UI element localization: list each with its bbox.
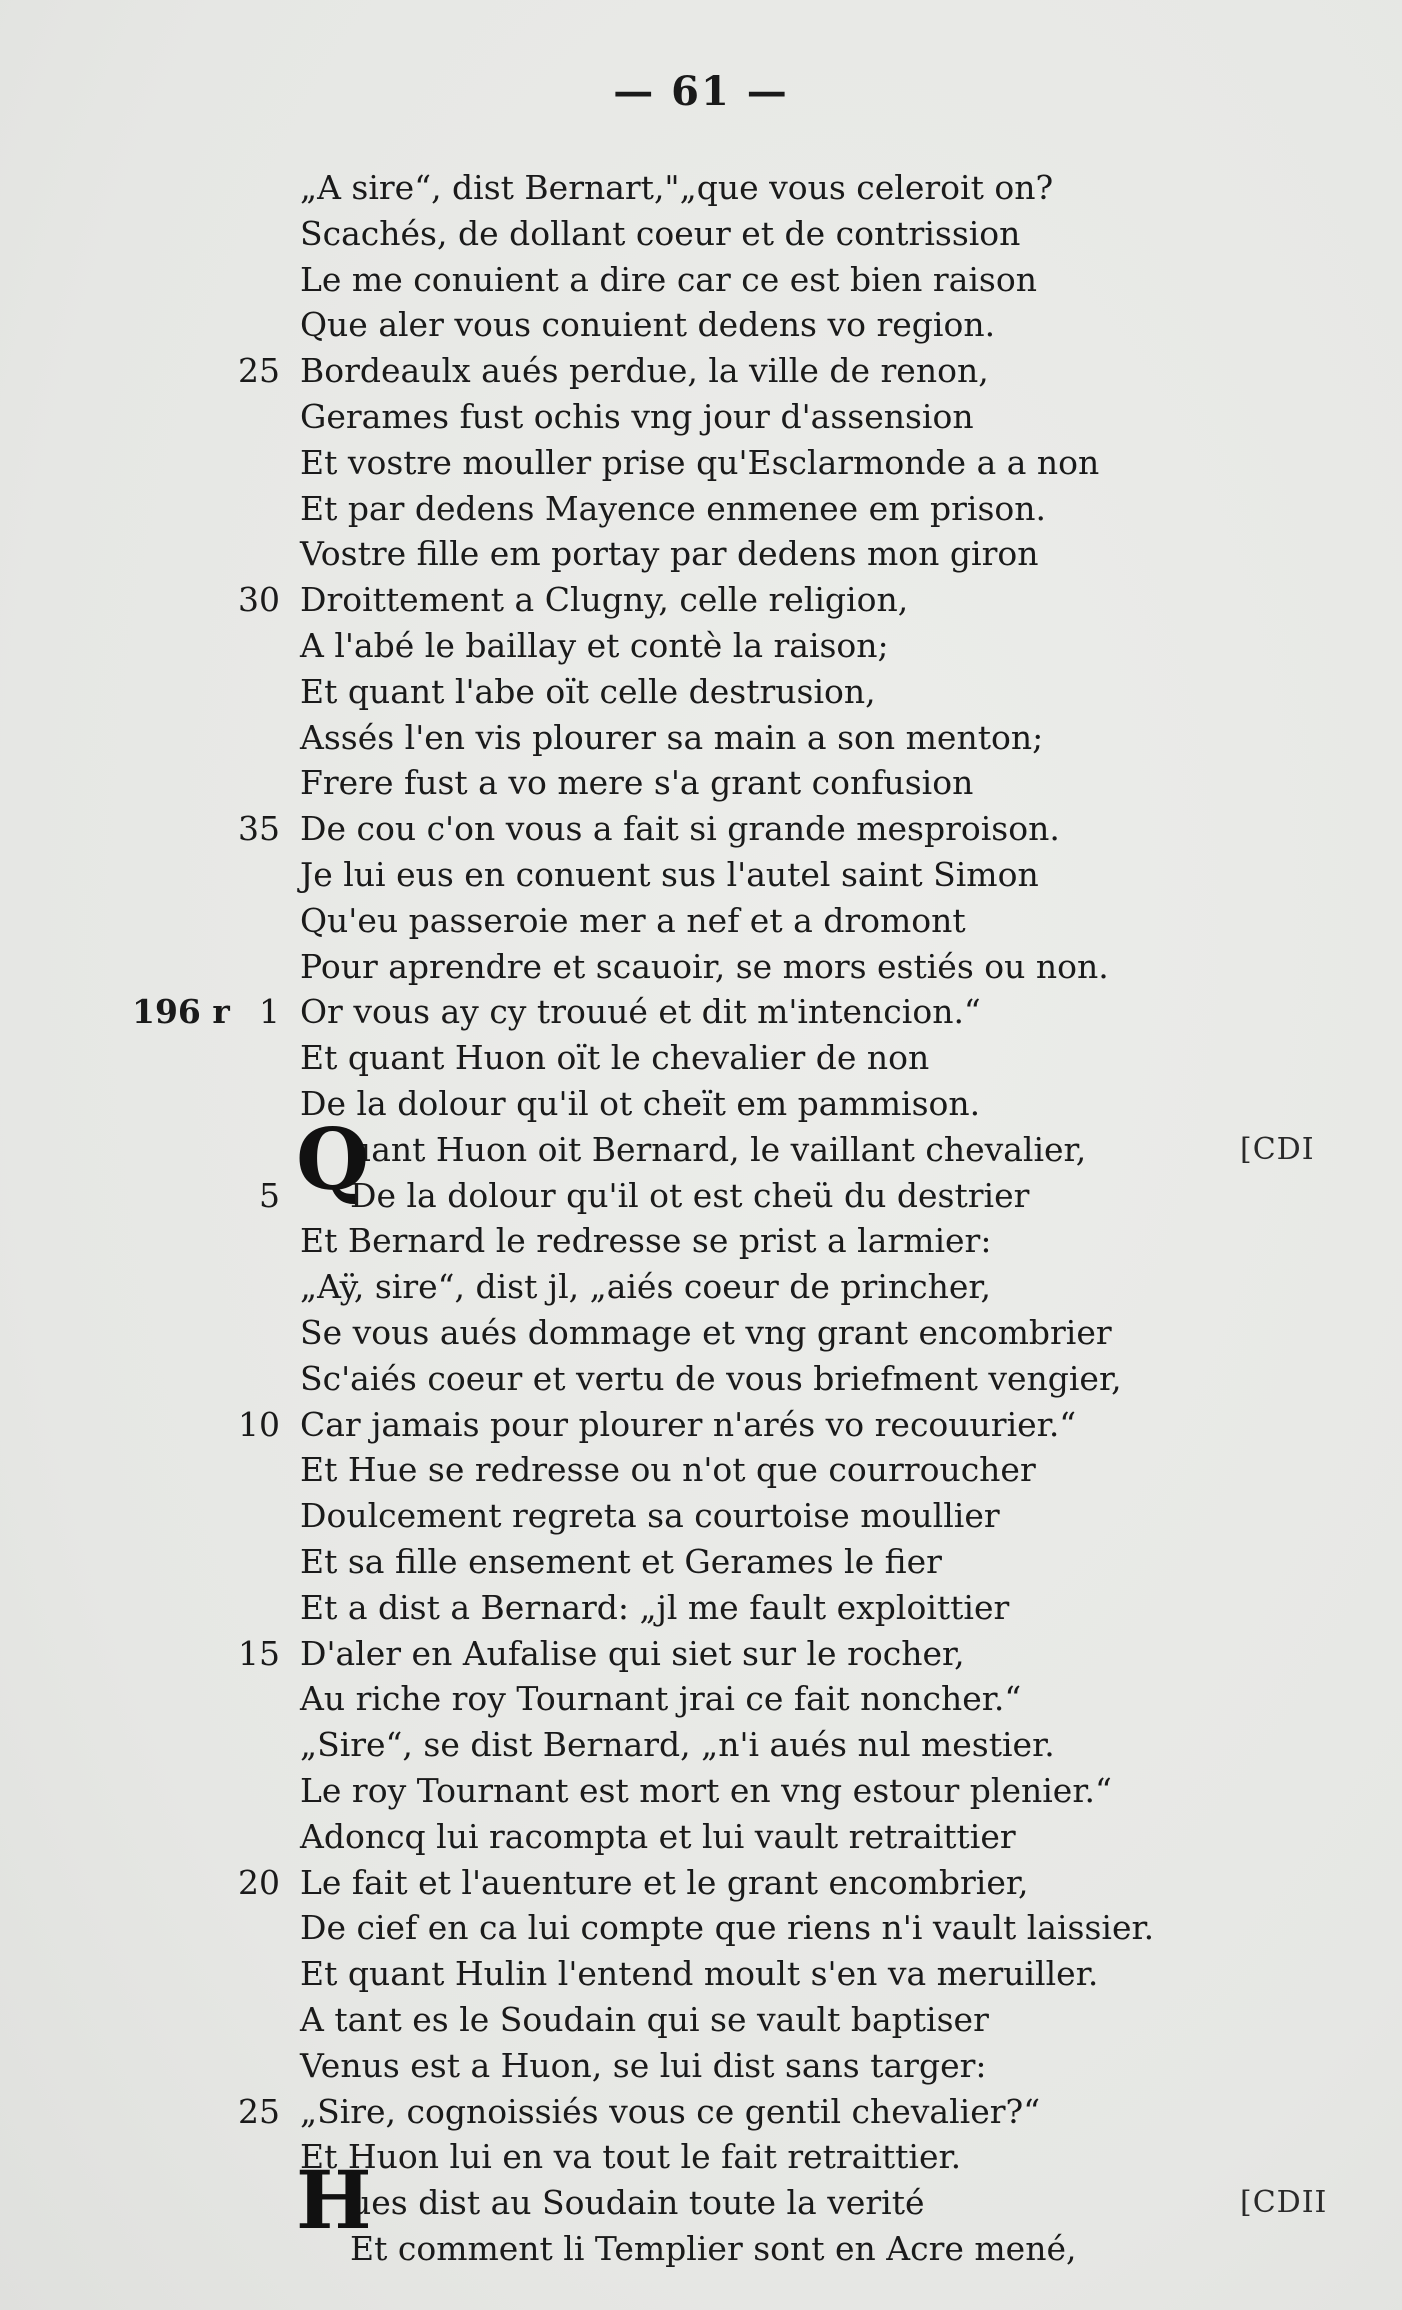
verse-line [0, 1218, 1402, 1264]
verse-text: Gerames fust ochis vng jour d'assension [300, 397, 974, 436]
drop-cap-h: H [296, 2153, 372, 2247]
verse-text: De la dolour qu'il ot cheït em pammison. [300, 1084, 981, 1123]
verse-text: Or vous ay cy trouué et dit m'intencion.“ [300, 992, 981, 1032]
verse-line [0, 2134, 1402, 2180]
verse-line [0, 623, 1402, 669]
verse-line [0, 1814, 1402, 1860]
verse-line [0, 302, 1402, 348]
verse-line [0, 577, 1402, 623]
verse-text: Et par dedens Mayence enmenee em prison. [300, 488, 1046, 528]
verse-line [0, 1081, 1402, 1127]
verse-text: Car jamais pour plourer n'arés vo recouurier.“ [300, 1404, 1077, 1444]
verse-line [0, 1585, 1402, 1631]
line-number: 25 [238, 351, 280, 391]
verse-line [0, 2180, 1402, 2226]
verse-text: De cief en ca lui compte que riens n'i vault laissier. [300, 1908, 1155, 1948]
verse-text: Venus est a Huon, se lui dist sans targer: [300, 2045, 987, 2085]
verse-text: Et comment li Templier sont en Acre mené, [350, 2229, 1077, 2268]
drop-cap-q: Q [296, 1110, 370, 1209]
verse-line [0, 1447, 1402, 1493]
line-number: 35 [238, 809, 280, 849]
verse-text: Assés l'en vis plourer sa main a son menton; [300, 717, 1044, 757]
verse-line [0, 211, 1402, 257]
verse-text: A tant es le Soudain qui se vault baptiser [300, 2000, 989, 2039]
verse-line [0, 1722, 1402, 1768]
verse-text: Bordeaulx aués perdue, la ville de renon, [300, 351, 989, 391]
line-number: 20 [238, 1862, 280, 1902]
verse-text: Et quant Hulin l'entend moult s'en va meruiller. [300, 1954, 1099, 1994]
verse-line [0, 1631, 1402, 1677]
verse-line [0, 760, 1402, 806]
verse-text: Sc'aiés coeur et vertu de vous briefment vengier, [300, 1358, 1122, 1398]
verse-line [0, 1951, 1402, 1997]
verse-line [0, 1356, 1402, 1402]
verse-line [0, 1310, 1402, 1356]
verse-text: Pour aprendre et scauoir, se mors estiés ou non. [300, 946, 1109, 986]
line-number: 10 [238, 1404, 280, 1444]
verse-text: Scachés, de dollant coeur et de contrission [300, 213, 1021, 253]
verse-line [0, 531, 1402, 577]
verse-text: Le fait et l'auenture et le grant encombrier, [300, 1862, 1029, 1902]
verse-text: Et Hue se redresse ou n'ot que courroucher [300, 1450, 1036, 1490]
verse-line [0, 165, 1402, 211]
verse-text: De la dolour qu'il ot est cheü du destrier [350, 1175, 1030, 1215]
verse-line [0, 1402, 1402, 1448]
laisse-marker: [CDII [1240, 2185, 1328, 2221]
verse-line [0, 806, 1402, 852]
verse-text: Qu'eu passeroie mer a nef et a dromont [300, 900, 966, 940]
verse-line [0, 1127, 1402, 1173]
verse-text: Droittement a Clugny, celle religion, [300, 580, 909, 620]
verse-line [0, 394, 1402, 440]
verse-line [0, 257, 1402, 303]
line-number: 25 [238, 2091, 280, 2131]
verse-text: Et sa fille ensement et Gerames le fier [300, 1542, 942, 1581]
line-number: 30 [238, 580, 280, 620]
verse-line [0, 715, 1402, 761]
verse-line [0, 944, 1402, 990]
verse-text: Doulcement regreta sa courtoise moullier [300, 1496, 1000, 1536]
verse-line [0, 440, 1402, 486]
verse-text: Et quant Huon oït le chevalier de non [300, 1038, 930, 1078]
verse-line [0, 1035, 1402, 1081]
verse-line [0, 348, 1402, 394]
line-number: 5 [259, 1175, 280, 1215]
verse-text: Le roy Tournant est mort en vng estour plenier.“ [300, 1771, 1112, 1810]
verse-text: Et a dist a Bernard: „jl me fault exploittier [300, 1587, 1010, 1627]
verse-text: „Aÿ, sire“, dist jl, „aiés coeur de princher, [300, 1267, 992, 1307]
verse-text: A l'abé le baillay et contè la raison; [300, 626, 889, 665]
page-number: — 61 — [613, 68, 789, 115]
verse-line [0, 1676, 1402, 1722]
verse-text: Adoncq lui racompta et lui vault retraittier [300, 1816, 1016, 1856]
verse-text: uant Huon oit Bernard, le vaillant chevalier, [350, 1129, 1087, 1169]
line-number: 1 [259, 992, 280, 1032]
verse-text: „Sire“, se dist Bernard, „n'i aués nul mestier. [300, 1725, 1055, 1765]
verse-text: ues dist au Soudain toute la verité [350, 2183, 925, 2223]
verse-text: Et vostre mouller prise qu'Esclarmonde a a non [300, 442, 1100, 482]
verse-text: D'aler en Aufalise qui siet sur le rocher, [300, 1633, 965, 1673]
verse-line [0, 1173, 1402, 1219]
verse-line [0, 1493, 1402, 1539]
verse-text: Se vous aués dommage et vng grant encombrier [300, 1313, 1112, 1352]
verse-line [0, 2226, 1402, 2272]
verse-line [0, 898, 1402, 944]
verse-line [0, 1539, 1402, 1585]
folio-reference: 196 r [132, 992, 230, 1032]
verse-line [0, 1264, 1402, 1310]
verse-text: Frere fust a vo mere s'a grant confusion [300, 763, 974, 803]
verse-line [0, 1997, 1402, 2043]
verse-text: Vostre fille em portay par dedens mon giron [300, 534, 1039, 574]
verse-line [0, 1860, 1402, 1906]
verse-line [0, 852, 1402, 898]
verse-text: „Sire, cognoissiés vous ce gentil chevalier?“ [300, 2091, 1041, 2131]
line-number: 15 [238, 1633, 280, 1673]
verse-text: Au riche roy Tournant jrai ce fait noncher.“ [300, 1679, 1022, 1719]
verse-line [0, 2043, 1402, 2089]
verse-text: Je lui eus en conuent sus l'autel saint Simon [300, 855, 1039, 894]
verse-text: Que aler vous conuient dedens vo region. [300, 305, 996, 345]
verse-line [0, 486, 1402, 532]
verse-line [0, 989, 1402, 1035]
laisse-marker: [CDI [1240, 1131, 1315, 1167]
verse-text: Le me conuient a dire car ce est bien raison [300, 259, 1037, 299]
verse-line [0, 1768, 1402, 1814]
verse-line [0, 2089, 1402, 2135]
verse-text: Et Bernard le redresse se prist a larmier: [300, 1221, 992, 1261]
verse-line [0, 1905, 1402, 1951]
verse-text: Et quant l'abe oït celle destrusion, [300, 671, 876, 711]
verse-text: De cou c'on vous a fait si grande mesproison. [300, 809, 1060, 849]
verse-text: Et Huon lui en va tout le fait retraittier. [300, 2137, 962, 2177]
verse-line [0, 669, 1402, 715]
verse-text: „A sire“, dist Bernart,"„que vous celeroit on? [300, 168, 1054, 207]
